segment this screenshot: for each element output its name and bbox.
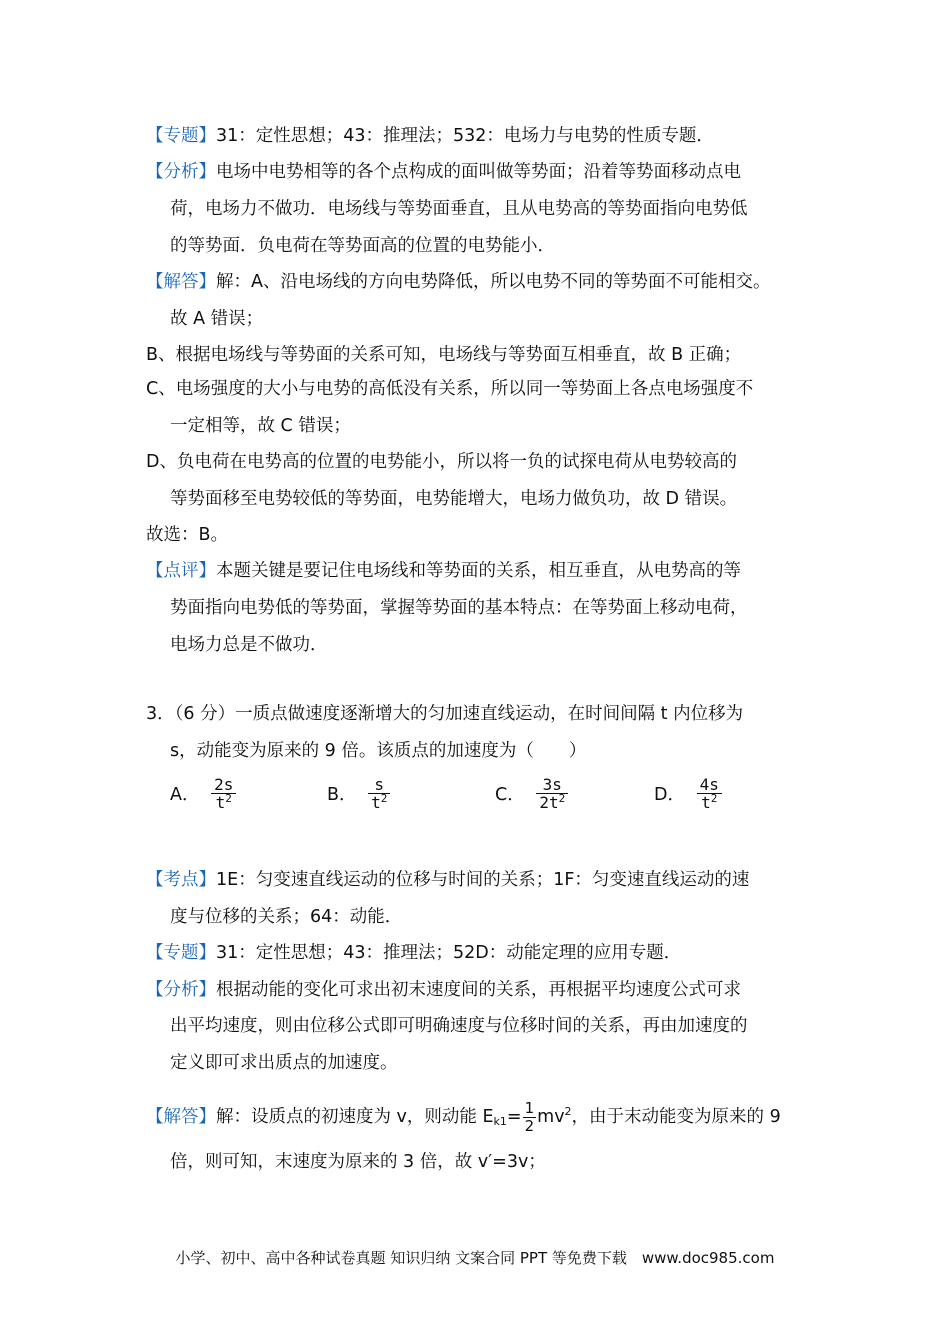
half-denominator: 2 [524, 1116, 535, 1135]
q2-dianping-line-3: 电场力总是不做功． [170, 635, 328, 655]
q3-kaodian-line-2: 度与位移的关系；64：动能． [170, 907, 403, 927]
q2-fenxi-text: 电场中电势相等的各个点构成的面叫做等势面；沿着等势面移动点电 [216, 162, 741, 182]
option-b-exponent: 2 [380, 792, 388, 805]
q2-jieda-line-2: 故 A 错误； [170, 309, 264, 329]
mv-exponent: 2 [564, 1105, 572, 1118]
option-d[interactable] [654, 776, 722, 824]
q2-fenxi-line [146, 160, 741, 184]
q2-jieda-line [146, 270, 770, 294]
equals-sign: = [506, 1107, 522, 1127]
q3-fenxi-line [146, 978, 741, 1002]
option-c-exponent: 2 [558, 792, 566, 805]
q2-jieda-text: 解：A、沿电场线的方向电势降低，所以电势不同的等势面不可能相交。 [216, 272, 771, 292]
q2-jieda-line-3: B、根据电场线与等势面的关系可知，电场线与等势面互相垂直，故 B 正确； [146, 345, 742, 365]
q3-zhuanti-line [146, 941, 681, 965]
half-numerator: 1 [524, 1098, 535, 1117]
option-b-numerator: s [368, 776, 390, 794]
option-a-exponent: 2 [225, 792, 232, 805]
option-b-denominator: t [371, 793, 381, 812]
jieda-tag: 【解答】 [146, 272, 216, 292]
q2-jieda-line-4: C、电场强度的大小与电势的高低没有关系，所以同一等势面上各点电场强度不 [146, 379, 754, 399]
fenxi-tag-2: 【分析】 [146, 980, 216, 1000]
option-b-fraction [368, 776, 390, 811]
page-footer: 小学、初中、高中各种试卷真题 知识归纳 文案合同 PPT 等免费下载 www.doc985.com [175, 1249, 775, 1267]
q2-zhuanti-text: 31：定性思想；43：推理法；532：电场力与电势的性质专题． [216, 126, 714, 146]
zhuanti-tag-2: 【专题】 [146, 943, 216, 963]
zhuanti-tag: 【专题】 [146, 126, 216, 146]
q3-jieda-part1: 解：设质点的初速度为 v，则动能 E [216, 1107, 494, 1127]
q2-dianping-line-2: 势面指向电势低的等势面，掌握等势面的基本特点：在等势面上移动电荷， [170, 598, 748, 618]
mv-term: mv [537, 1107, 565, 1127]
kaodian-tag: 【考点】 [146, 870, 216, 890]
option-a-label: A． [170, 785, 200, 805]
dianping-tag: 【点评】 [146, 561, 216, 581]
jieda-tag-2: 【解答】 [146, 1107, 216, 1127]
ek1-subscript: k1 [493, 1115, 507, 1128]
q3-stem-line-2: s，动能变为原来的 9 倍。该质点的加速度为（ ） [170, 741, 587, 761]
q2-fenxi-line-2: 荷，电场力不做功．电场线与等势面垂直，且从电势高的等势面指向电势低 [170, 199, 748, 219]
option-c-numerator: 3s [536, 776, 568, 794]
q3-jieda-line [146, 1090, 781, 1134]
option-a-denominator: t [215, 793, 226, 812]
q3-fenxi-line-2: 出平均速度，则由位移公式即可明确速度与位移时间的关系，再由加速度的 [170, 1016, 748, 1036]
q2-jieda-line-5: 一定相等，故 C 错误； [170, 416, 351, 436]
fenxi-tag: 【分析】 [146, 162, 216, 182]
q2-dianping-text: 本题关键是要记住电场线和等势面的关系，相互垂直，从电势高的等 [216, 561, 741, 581]
q2-zhuanti-line [146, 124, 714, 148]
option-d-fraction [697, 776, 722, 811]
option-a[interactable] [170, 776, 236, 824]
q2-fenxi-line-3: 的等势面．负电荷在等势面高的位置的电势能小． [170, 236, 555, 256]
option-d-exponent: 2 [710, 792, 718, 805]
option-a-numerator: 2s [211, 776, 236, 794]
q3-stem-line-1: 3．（6 分）一质点做速度逐渐增大的匀加速直线运动，在时间间隔 t 内位移为 [146, 704, 744, 724]
q2-dianping-line [146, 559, 741, 583]
q3-kaodian-line [146, 868, 749, 892]
q3-fenxi-line-3: 定义即可求出质点的加速度。 [170, 1053, 398, 1073]
option-a-fraction [211, 776, 236, 811]
q2-jieda-line-6: D、负电荷在电势高的位置的电势能小，所以将一负的试探电荷从电势较高的 [146, 452, 737, 472]
q3-jieda-line-2: 倍，则可知，末速度为原来的 3 倍，故 v′=3v； [170, 1152, 546, 1172]
q2-jieda-line-8: 故选：B。 [146, 525, 229, 545]
option-b-label: B． [327, 785, 357, 805]
option-c-denominator: 2t [539, 793, 559, 812]
option-c[interactable] [495, 776, 568, 824]
q3-fenxi-text: 根据动能的变化可求出初末速度间的关系，再根据平均速度公式可求 [216, 980, 741, 1000]
option-d-numerator: 4s [697, 776, 722, 794]
q3-zhuanti-text: 31：定性思想；43：推理法；52D：动能定理的应用专题． [216, 943, 682, 963]
option-d-label: D． [654, 785, 685, 805]
q2-jieda-line-7: 等势面移至电势较低的等势面，电势能增大，电场力做负功，故 D 错误。 [170, 489, 738, 509]
half-fraction [523, 1100, 537, 1135]
q3-jieda-part2: ，由于末动能变为原来的 9 [571, 1107, 781, 1127]
q3-kaodian-text: 1E：匀变速直线运动的位移与时间的关系；1F：匀变速直线运动的速 [216, 870, 750, 890]
option-c-label: C． [495, 785, 525, 805]
option-c-fraction [536, 776, 568, 811]
option-d-denominator: t [701, 793, 711, 812]
option-b[interactable] [327, 776, 390, 824]
